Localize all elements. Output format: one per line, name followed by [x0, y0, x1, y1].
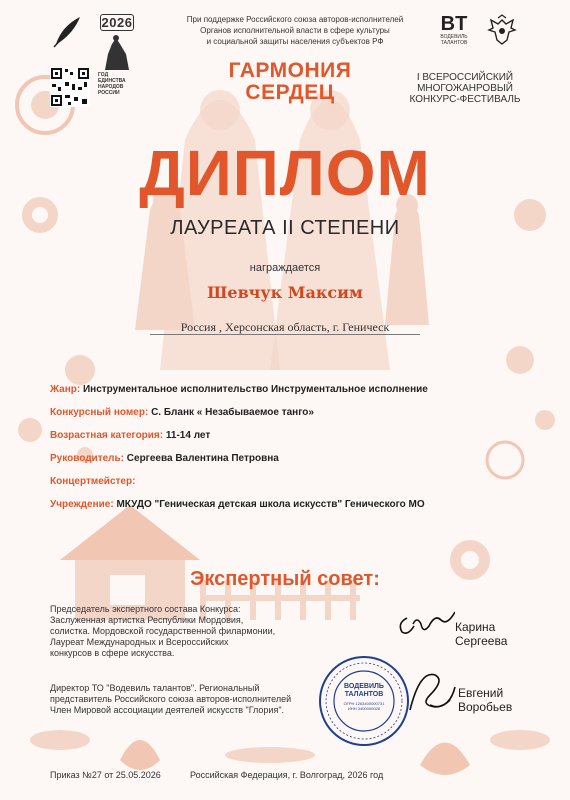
field-institution: Учреждение: МКУДО "Геническая детская школа искусств" Генического МО	[50, 499, 425, 510]
director-signature-icon	[400, 665, 460, 720]
eagle-emblem-icon	[485, 14, 519, 48]
field-accompanist: Концертмейстер:	[50, 476, 136, 487]
festival-title: I ВСЕРОССИЙСКИЙ МНОГОЖАНРОВЫЙ КОНКУРС-ФЕСТИВАЛЬ	[409, 72, 521, 105]
director-description: Директор ТО "Водевиль талантов". Региональный представитель Российского союза авторов-исполнителей Член Мировой ассоциации деятелей искусств "Глория".	[50, 683, 292, 715]
feather-logo-icon	[52, 14, 84, 48]
field-genre: Жанр: Инструментальное исполнительство Инструментальное исполнение	[50, 384, 428, 395]
chair-name: Карина Сергеева	[455, 620, 508, 648]
chair-signature-icon	[395, 610, 455, 640]
brand-name: ГАРМОНИЯ СЕРДЕЦ	[228, 59, 352, 104]
year-of-unity-logo	[98, 14, 136, 32]
bt-logo: BT ВОДЕВИЛЬ ТАЛАНТОВ	[435, 14, 473, 46]
chair-description: Председатель экспертного состава Конкурса: Заслуженная артистка Республики Мордовия, солистка. Мордовской государственной филармонии, Лауреат Международных и Всероссийских конкурсов в сфере искусства.	[50, 604, 276, 658]
qr-code-icon	[50, 67, 90, 107]
director-name: Евгений Воробьев	[458, 686, 513, 714]
awarded-label: награждается	[249, 262, 321, 274]
place-year: Российская Федерация, г. Волгоград, 2026 год	[190, 770, 384, 780]
bt-logo-icon: BT	[440, 13, 468, 35]
diploma-degree: ЛАУРЕАТА II СТЕПЕНИ	[170, 217, 400, 239]
logo-year-caption: ГОД ЕДИНСТВА НАРОДОВ РОССИИ	[98, 72, 126, 96]
location-underline	[150, 334, 420, 335]
recipient-name: Шевчук Максим	[207, 283, 363, 302]
logo-year: 2026	[101, 15, 133, 30]
field-age: Возрастная категория: 11-14 лет	[50, 430, 211, 441]
field-number: Конкурсный номер: С. Бланк « Незабываемое танго»	[50, 407, 314, 418]
expert-heading: Экспертный совет:	[190, 568, 380, 590]
monument-logo-icon	[100, 34, 134, 70]
field-supervisor: Руководитель: Сергеева Валентина Петровна	[50, 453, 279, 464]
diploma-title: ДИПЛОМ	[139, 137, 431, 209]
support-text: При поддержке Российского союза авторов-исполнителей Органов исполнительной власти в сфере культуры и социальной защиты населения субъектов РФ	[186, 15, 404, 46]
stamp-text: ВОДЕВИЛЬ ТАЛАНТОВ ОГРН 1263400000731 ИНН 3400000028	[343, 683, 385, 711]
recipient-location: Россия , Херсонская область, г. Геническ	[180, 320, 390, 334]
order-number: Приказ №27 от 25.05.2026	[50, 770, 161, 780]
